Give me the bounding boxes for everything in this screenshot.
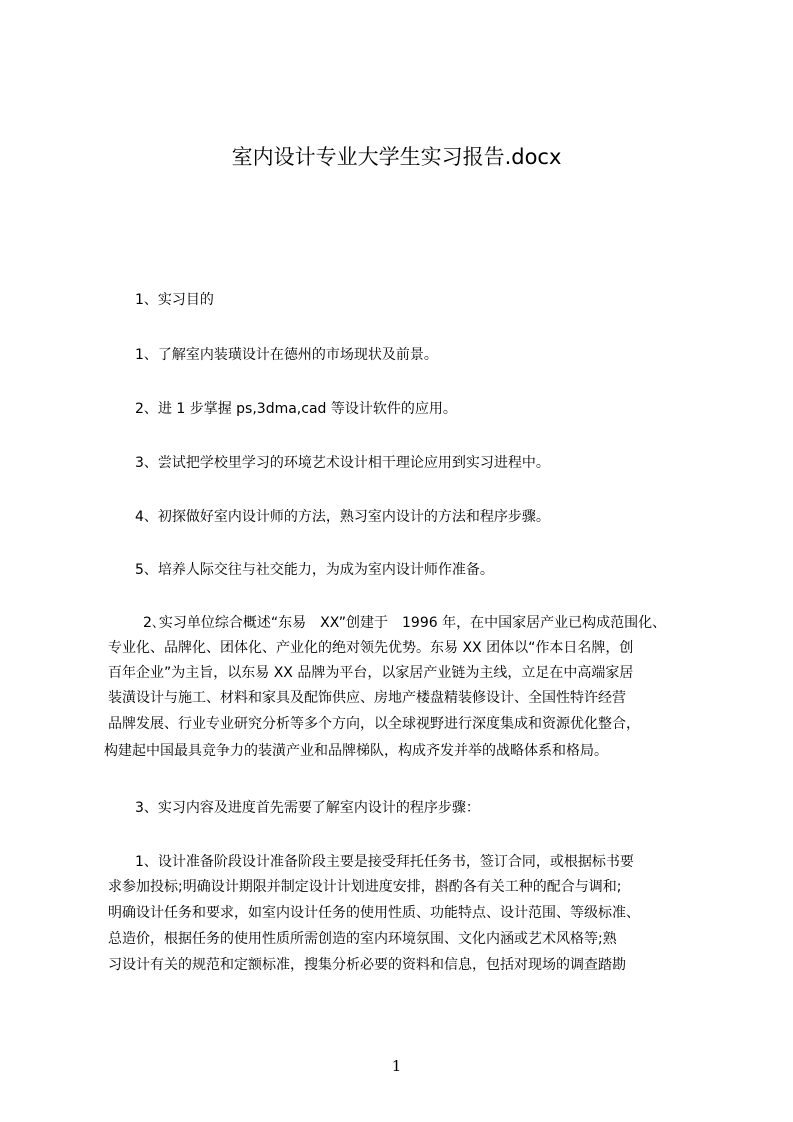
step-paragraph-line-3: 明确设计任务和要求，如室内设计任务的使用性质、功能特点、设计范围、等级标准、 (108, 905, 640, 921)
goal-item-2: 2、进 1 步掌握 ps,3dma,cad 等设计软件的应用。 (135, 401, 457, 417)
unit-paragraph-line-6: 构建起中国最具竞争力的装潢产业和品牌梯队，构成齐发并举的战略体系和格局。 (104, 743, 608, 759)
step-paragraph-line-1: 1、设计准备阶段设计准备阶段主要是接受拜托任务书，签订合同，或根据标书要 (135, 854, 634, 870)
goal-item-5: 5、培养人际交往与社交能力，为成为室内设计师作准备。 (135, 562, 494, 578)
page-number: 1 (391, 1057, 402, 1075)
unit-paragraph-line-3: 百年企业”为主旨，以东易 XX 品牌为平台，以家居产业链为主线，立足在中高端家居 (108, 665, 634, 681)
content-heading: 3、实习内容及进度首先需要了解室内设计的程序步骤： (135, 800, 480, 816)
goal-item-1: 1、了解室内装璜设计在德州的市场现状及前景。 (135, 347, 438, 363)
goal-item-3: 3、尝试把学校里学习的环境艺术设计相干理论应用到实习进程中。 (135, 455, 550, 471)
step-paragraph-line-4: 总造价，根据任务的使用性质所需创造的室内环境氛围、文化内涵或艺术风格等;熟 (108, 931, 617, 947)
unit-paragraph-line-1: 2､实习单位综合概述“东易 XX”创建于 1996 年，在中国家居产业已构成范围化、 (143, 615, 667, 631)
goal-item-4: 4、初探做好室内设计师的方法，熟习室内设计的方法和程序步骤。 (135, 509, 550, 525)
goals-heading: 1、实习目的 (135, 292, 214, 308)
step-paragraph-line-2: 求参加投标;明确设计期限并制定设计计划进度安排，斟酌各有关工种的配合与调和; (108, 879, 622, 895)
unit-paragraph-line-2: 专业化、品牌化、团体化、产业化的绝对领先优势。东易 XX 团体以“作本日名牌，创 (108, 640, 634, 656)
step-paragraph-line-5: 习设计有关的规范和定额标准，搜集分析必要的资料和信息，包括对现场的调查踏勘 (108, 957, 626, 973)
unit-paragraph-line-5: 品牌发展、行业专业研究分析等多个方向，以全球视野进行深度集成和资源优化整合， (108, 716, 640, 732)
unit-paragraph-line-4: 装潢设计与施工、材料和家具及配饰供应、房地产楼盘精装修设计、全国性特许经营 (108, 690, 626, 706)
document-title: 室内设计专业大学生实习报告.docx (231, 145, 562, 169)
